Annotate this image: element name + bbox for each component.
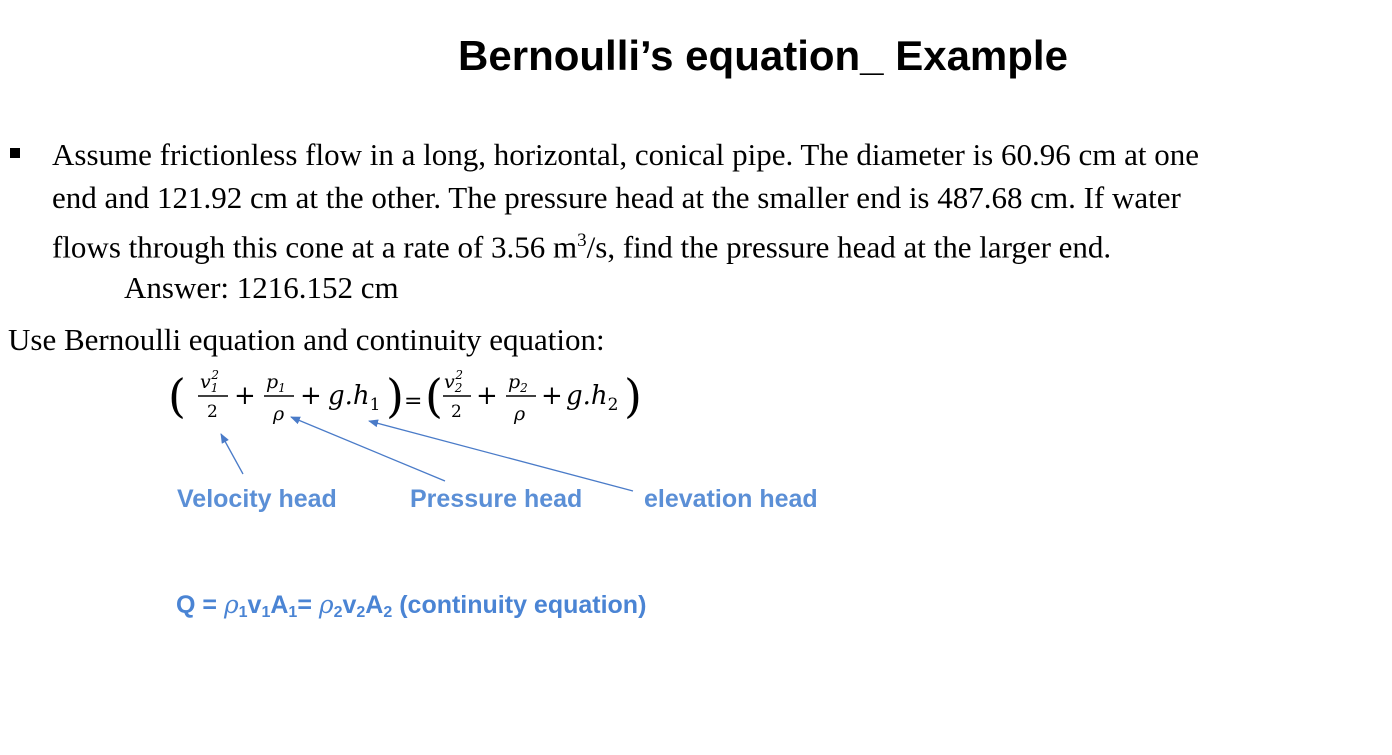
plus-sign: + bbox=[541, 381, 563, 411]
velocity-head-label: Velocity head bbox=[177, 485, 337, 513]
velocity-head-arrow bbox=[221, 434, 243, 474]
left-close-paren: ) bbox=[386, 369, 404, 423]
g-h2-term: $g.h_2$ bbox=[566, 381, 619, 415]
area-symbol: A bbox=[270, 591, 289, 619]
page-title: Bernoulli’s equation_ Example bbox=[458, 32, 1068, 79]
g-h1-term: $g.h_1$ bbox=[328, 381, 381, 415]
answer-text: Answer: 1216.152 cm bbox=[124, 270, 399, 305]
problem-line-3-start: flows through this cone at a rate of 3.56 m bbox=[52, 229, 578, 265]
pressure-head-arrow bbox=[291, 417, 445, 481]
equals-symbol: = bbox=[297, 591, 319, 619]
velocity-symbol: v bbox=[247, 591, 262, 619]
cubic-superscript: 3 bbox=[577, 230, 587, 251]
right-close-paren: ) bbox=[624, 369, 642, 423]
elevation-head-label: elevation head bbox=[644, 485, 818, 513]
equals-sign: = bbox=[404, 389, 423, 414]
problem-line-3-end: /s, find the pressure head at the larger end. bbox=[586, 229, 1112, 265]
area-symbol: A bbox=[365, 591, 384, 619]
velocity-symbol: v bbox=[342, 591, 357, 619]
v1-numerator: $v_12$ bbox=[200, 368, 220, 395]
v2-denominator: 2 bbox=[451, 402, 462, 422]
elevation-head-arrow bbox=[369, 421, 633, 491]
rho-denominator-2: ρ bbox=[514, 403, 526, 425]
continuity-equation: $Q = \rho_1v_1A_1= \rho_2v_2A_2$ (continuity equation) bbox=[176, 590, 647, 621]
p1-numerator: $p_1$ bbox=[266, 371, 286, 395]
flow-rate-lhs: Q = bbox=[176, 591, 224, 619]
pressure-head-label: Pressure head bbox=[410, 485, 583, 513]
plus-sign: + bbox=[300, 381, 322, 411]
plus-sign: + bbox=[476, 381, 498, 411]
plus-sign: + bbox=[234, 381, 256, 411]
rho-symbol: ρ bbox=[318, 590, 334, 619]
problem-line-2: end and 121.92 cm at the other. The pressure head at the smaller end is 487.68 cm. If water bbox=[52, 180, 1181, 215]
continuity-note: (continuity equation) bbox=[392, 591, 647, 619]
rho-denominator-1: ρ bbox=[273, 403, 285, 425]
p2-numerator: $p_2$ bbox=[508, 371, 528, 395]
v2-numerator: $v_22$ bbox=[444, 368, 464, 395]
left-open-paren: ( bbox=[168, 369, 186, 423]
problem-line-1: Assume frictionless flow in a long, horizontal, conical pipe. The diameter is 60.96 cm at one bbox=[52, 137, 1199, 172]
method-intro: Use Bernoulli equation and continuity equation: bbox=[8, 322, 605, 357]
v1-denominator: 2 bbox=[207, 402, 218, 422]
rho-symbol: ρ bbox=[223, 590, 239, 619]
right-open-paren: ( bbox=[425, 369, 443, 423]
